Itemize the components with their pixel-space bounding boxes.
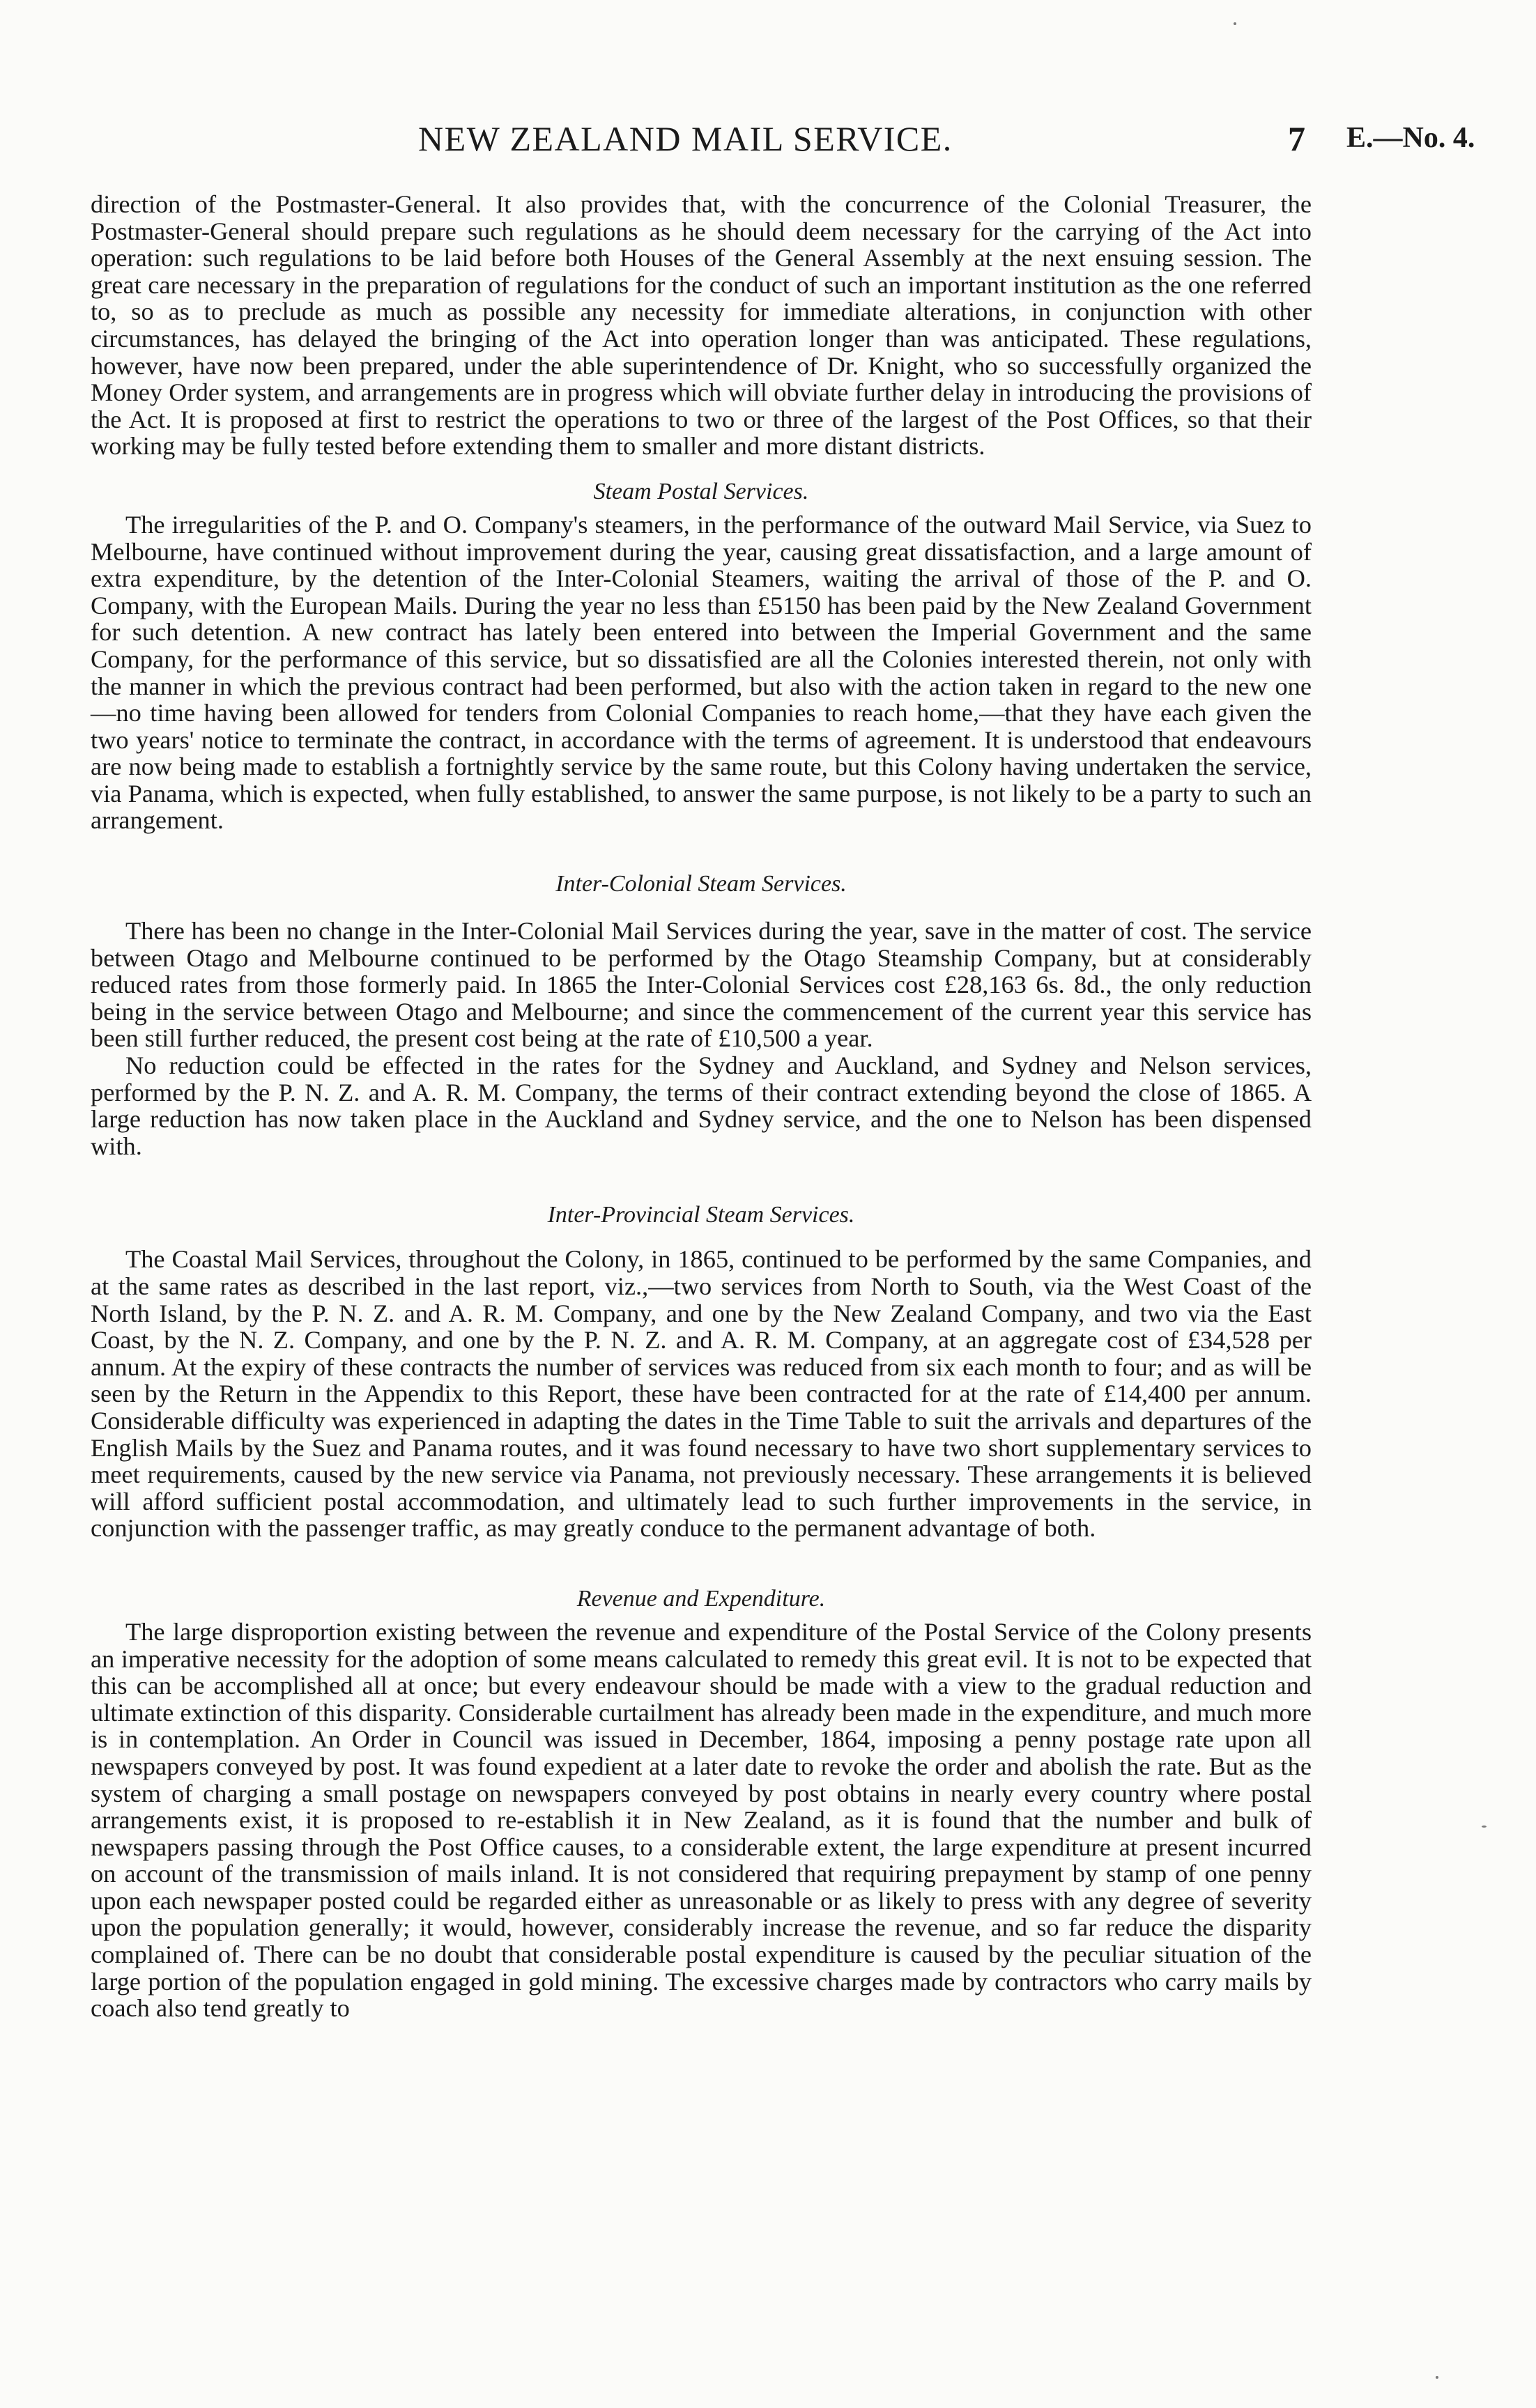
revenue-paragraph: The large disproportion existing between the revenue and expenditure of the Postal Service of the Colony presents an imperative necessity for the adoption of some means calculated to remedy this great evil. It is not to be expected that this can be accomplished all at once; but every endeavour should be made with a view to the gradual reduction and ultimate extinction of this disparity. Considerable curtailment has already been made in the expenditure, and much more is in contemplation. An Order in Council was issued in December, 1864, imposing a penny postage rate upon all newspapers conveyed by post. It was found expedient at a later date to revoke the order and abolish the rate. But as the system of charging a small postage on newspapers conveyed by post obtains in nearly every country where postal arrangements exist, it is proposed to re-establish it in New Zealand, as it is found that the number and bulk of newspapers passing through the Post Office causes, to a considerable extent, the large expenditure at present incurred on account of the transmission of mails inland. It is not considered that requiring prepayment by stamp of one penny upon each newspaper posted could be regarded either as unreasonable or as likely to press with any degree of severity upon the population generally; it would, however, considerably increase the revenue, and so far reduce the disparity complained of. There can be no doubt that considerable postal expenditure is caused by the peculiar situation of the large portion of the population engaged in gold mining. The excessive charges made by contractors who carry mails by coach also tend greatly to [91, 1617, 1312, 2023]
scan-speck [1436, 2376, 1438, 2379]
heading-inter-provincial-steam-services: Inter-Provincial Steam Services. [547, 1202, 855, 1228]
body-text [91, 191, 1312, 2022]
scan-speck [1234, 22, 1236, 25]
document-reference: E.—No. 4. [1346, 122, 1475, 154]
page-number: 7 [1288, 119, 1305, 158]
heading-steam-postal-services: Steam Postal Services. [593, 478, 809, 504]
scan-speck [1482, 1826, 1487, 1828]
page-header [0, 118, 1536, 167]
interprovincial-paragraph: The Coastal Mail Services, throughout the Colony, in 1865, continued to be performed by the same Companies, and at the same rates as described in the last report, viz.,—two services from North to South, via the West Coast of the North Island, by the P. N. Z. and A. R. M. Company, and one by the New Zealand Company, and two via the East Coast, by the N. Z. Company, and one by the P. N. Z. and A. R. M. Company, at an aggregate cost of £34,528 per annum. At the expiry of these contracts the number of services was reduced from six each month to four; and as will be seen by the Return in the Appendix to this Report, these have been contracted for at the rate of £14,400 per annum. Considerable difficulty was experienced in adapting the dates in the Time Table to suit the arrivals and departures of the English Mails by the Suez and Panama routes, and it was found necessary to have two short supplementary services to meet requirements, caused by the new service via Panama, not previously necessary. These arrangements it is believed will afford sufficient postal accommodation, and ultimately lead to such further improvements in the service, in conjunction with the passenger traffic, as may greatly conduce to the permanent advantage of both. [91, 1245, 1312, 1543]
steam-paragraph: The irregularities of the P. and O. Company's steamers, in the performance of the outward Mail Service, via Suez to Melbourne, have continued without improvement during the year, causing great dissatisfaction, and a large amount of extra expenditure, by the detention of the Inter-Colonial Steamers, waiting the arrival of those of the P. and O. Company, with the European Mails. During the year no less than £5150 has been paid by the New Zealand Government for such detention. A new contract has lately been entered into between the Imperial Government and the same Company, for the performance of this service, but so dissatisfied are all the Colonies interested therein, not only with the manner in which the previous contract had been performed, but also with the action taken in regard to the new one—no time having been allowed for tenders from Colonial Companies to reach home,—that they have each given the two years' notice to terminate the contract, in accordance with the terms of agreement. It is understood that endeavours are now being made to establish a fortnightly service by the same route, but this Colony having undertaken the service, via Panama, which is expected, when fully established, to answer the same purpose, is not likely to be a party to such an arrangement. [91, 510, 1312, 835]
running-title: NEW ZEALAND MAIL SERVICE. [418, 119, 953, 158]
heading-revenue-and-expenditure: Revenue and Expenditure. [576, 1585, 826, 1612]
intercolonial-paragraph-1: There has been no change in the Inter-Colonial Mail Services during the year, save in the matter of cost. The service between Otago and Melbourne continued to be performed by the Otago Steamship Company, but at considerably reduced rates from those formerly paid. In 1865 the Inter-Colonial Services cost £28,163 6s. 8d., the only reduction being in the service between Otago and Melbourne; and since the commencement of the current year this service has been still further reduced, the present cost being at the rate of £10,500 a year. [91, 917, 1312, 1053]
intercolonial-paragraph-2: No reduction could be effected in the rates for the Sydney and Auckland, and Sydney and Nelson services, performed by the P. N. Z. and A. R. M. Company, the terms of their contract extending beyond the close of 1865. A large reduction has now taken place in the Auckland and Sydney service, and the one to Nelson has been dispensed with. [91, 1051, 1312, 1160]
intro-paragraph: direction of the Postmaster-General. It also provides that, with the concurrence of the Colonial Treasurer, the Postmaster-General should prepare such regulations as he should deem necessary for the carrying of the Act into operation: such regulations to be laid before both Houses of the General Assembly at the next ensuing session. The great care necessary in the preparation of regulations for the conduct of such an important institution as the one referred to, so as to preclude as much as possible any necessity for immediate alterations, in conjunction with other circumstances, has delayed the bringing of the Act into operation longer than was anticipated. These regulations, however, have now been prepared, under the able superintendence of Dr. Knight, who so successfully organized the Money Order system, and arrangements are in progress which will obviate further delay in introducing the provisions of the Act. It is proposed at first to restrict the operations to two or three of the largest of the Post Offices, so that their working may be fully tested before extending them to smaller and more distant districts. [91, 190, 1312, 461]
heading-inter-colonial-steam-services: Inter-Colonial Steam Services. [555, 871, 847, 897]
